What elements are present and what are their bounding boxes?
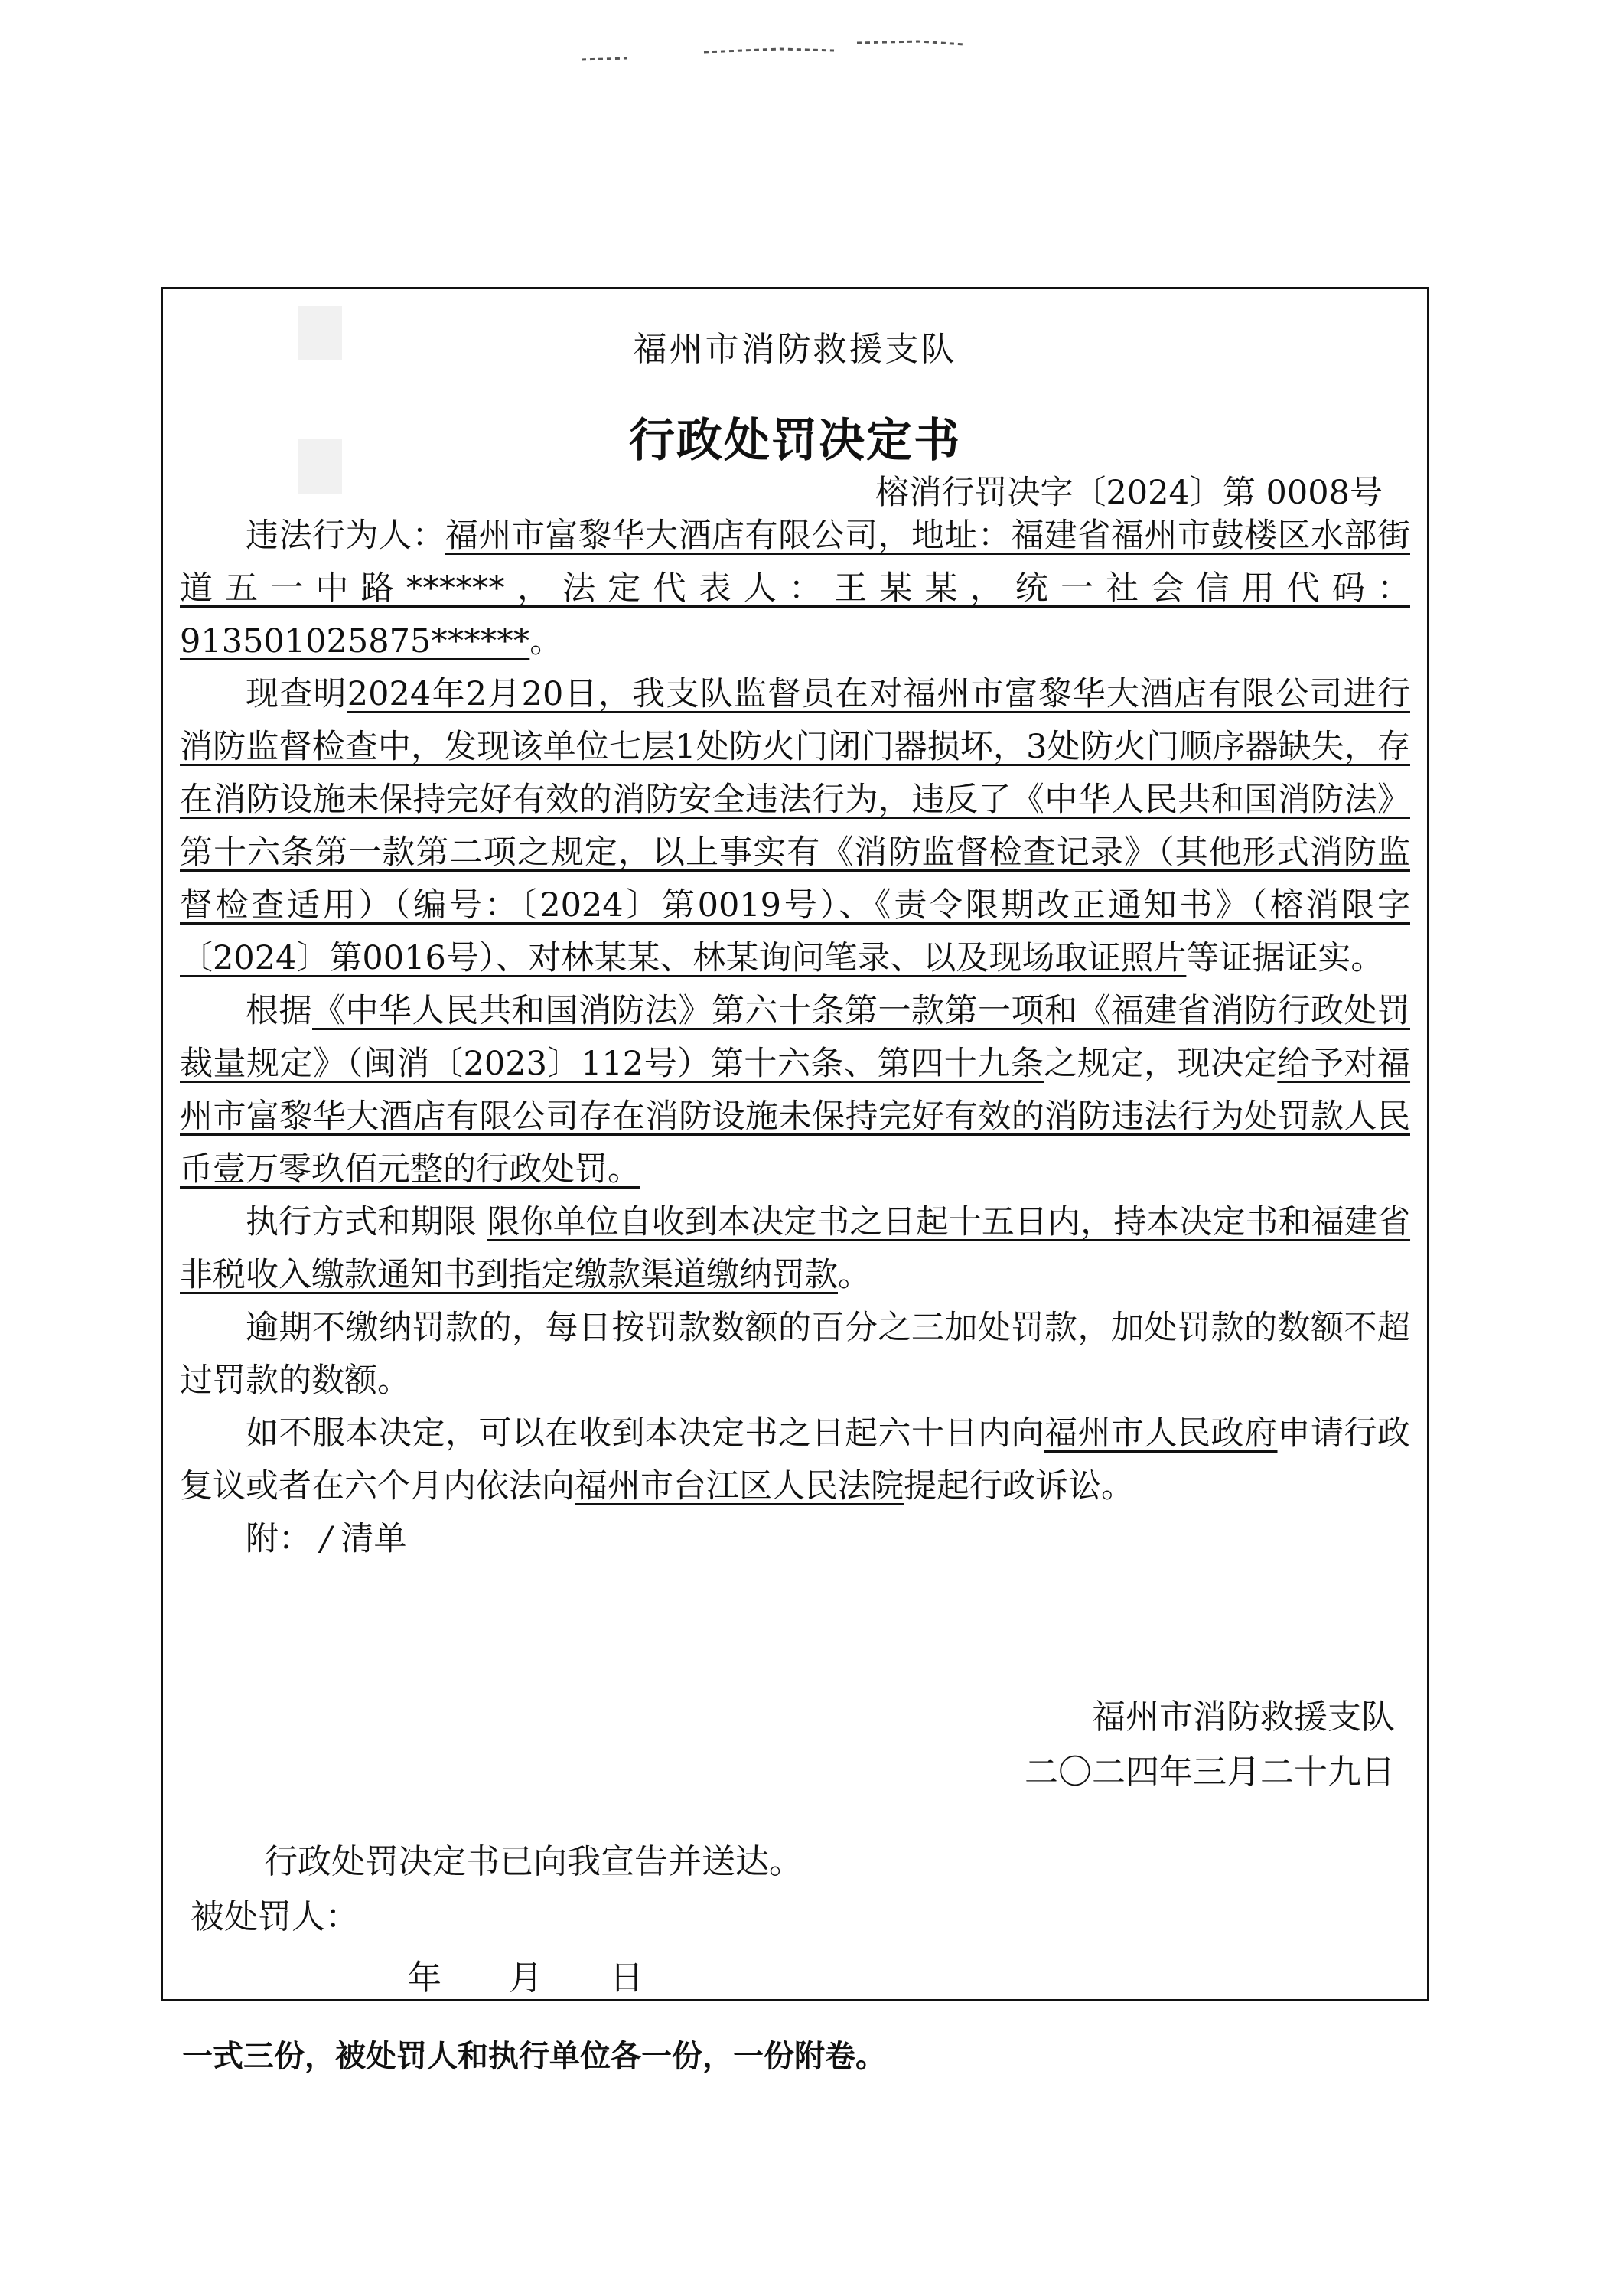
penalty-decision: 给予对福州市富黎华大酒店有限公司存在消防设施未保持完好有效的消防违法行为处罚款人民币壹万零玖佰元整的行政处罚。 (180, 1045, 1411, 1189)
basis-paragraph: 根据《中华人民共和国消防法》第六十条第一款第一项和《福建省消防行政处罚裁量规定》（闽消〔2023〕112号）第十六条、第四十九条之规定，现决定给予对福州市富黎华大酒店有限公司存在消防设施未保持完好有效的消防违法行为处罚款人民币壹万零玖佰元整的行政处罚。 (180, 992, 1411, 1189)
receipt-date-blank: 年 月 日 (408, 1958, 643, 1998)
attachment-line: 附： / 清单 (246, 1520, 407, 1558)
execution-details: 限你单位自收到本决定书之日起十五日内，持本决定书和福建省非税收入缴款通知书到指定缴款渠道缴纳罚款 (180, 1203, 1411, 1294)
issuing-agency: 福州市消防救援支队 (633, 330, 957, 369)
document-number: 榕消行罚决字〔2024〕第 0008号 (875, 474, 1383, 512)
document-title: 行政处罚决定书 (629, 414, 961, 468)
penalized-party-label: 被处罚人： (191, 1897, 359, 1936)
copies-note: 一式三份，被处罚人和执行单位各一份，一份附卷。 (182, 2038, 886, 2074)
execution-label: 执行方式和期限 (246, 1203, 477, 1241)
party-paragraph: 违法行为人：福州市富黎华大酒店有限公司，地址：福建省福州市鼓楼区水部街道五一中路******，法定代表人：王某某，统一社会信用代码：913501025875******。 (180, 517, 1410, 660)
document-body (180, 510, 1410, 1566)
signing-agency: 福州市消防救援支队 (1092, 1698, 1395, 1737)
scan-artifact (582, 31, 979, 69)
overdue-paragraph: 逾期不缴纳罚款的，每日按罚款数额的百分之三加处罚款，加处罚款的数额不超过罚款的数额。 (180, 1309, 1410, 1400)
party-label: 违法行为人： (246, 517, 445, 555)
review-authority: 福州市人民政府 (1044, 1414, 1278, 1453)
attachment-count: / (321, 1520, 332, 1558)
appeal-paragraph: 如不服本决定，可以在收到本决定书之日起六十日内向福州市人民政府申请行政复议或者在六个月内依法向福州市台江区人民法院提起行政诉讼。 (180, 1414, 1410, 1505)
signature-block (1025, 1690, 1395, 1800)
document-frame (161, 287, 1429, 2001)
service-acknowledgement: 行政处罚决定书已向我宣告并送达。 (264, 1842, 803, 1881)
court-name: 福州市台江区人民法院 (575, 1467, 904, 1505)
execution-paragraph: 执行方式和期限 限你单位自收到本决定书之日起十五日内，持本决定书和福建省非税收入缴款通知书到指定缴款渠道缴纳罚款。 (180, 1203, 1411, 1294)
signing-date: 二〇二四年三月二十九日 (1025, 1753, 1395, 1792)
party-details: 福州市富黎华大酒店有限公司，地址：福建省福州市鼓楼区水部街道五一中路******，法定代表人：王某某，统一社会信用代码：913501025875****** (180, 517, 1410, 660)
legal-basis: 《中华人民共和国消防法》第六十条第一款第一项和《福建省消防行政处罚裁量规定》（闽消〔2023〕112号）第十六条、第四十九条 (180, 992, 1410, 1083)
facts-details: 2024年2月20日，我支队监督员在对福州市富黎华大酒店有限公司进行消防监督检查中，发现该单位七层1处防火门闭门器损坏，3处防火门顺序器缺失，存在消防设施未保持完好有效的消防安全违法行为，违反了《中华人民共和国消防法》第十六条第一款第二项之规定，以上事实有《消防监督检查记录》（其他形式消防监督检查适用）（编号：〔2024〕第0019号）、《责令限期改正通知书》（榕消限字〔2024〕第0016号）、对林某某、林某询问笔录、以及现场取证照片 (180, 675, 1410, 977)
facts-paragraph: 现查明2024年2月20日，我支队监督员在对福州市富黎华大酒店有限公司进行消防监督检查中，发现该单位七层1处防火门闭门器损坏，3处防火门顺序器缺失，存在消防设施未保持完好有效的消防安全违法行为，违反了《中华人民共和国消防法》第十六条第一款第二项之规定，以上事实有《消防监督检查记录》（其他形式消防监督检查适用）（编号：〔2024〕第0019号）、《责令限期改正通知书》（榕消限字〔2024〕第0016号）、对林某某、林某询问笔录、以及现场取证照片等证据证实。 (180, 675, 1410, 977)
